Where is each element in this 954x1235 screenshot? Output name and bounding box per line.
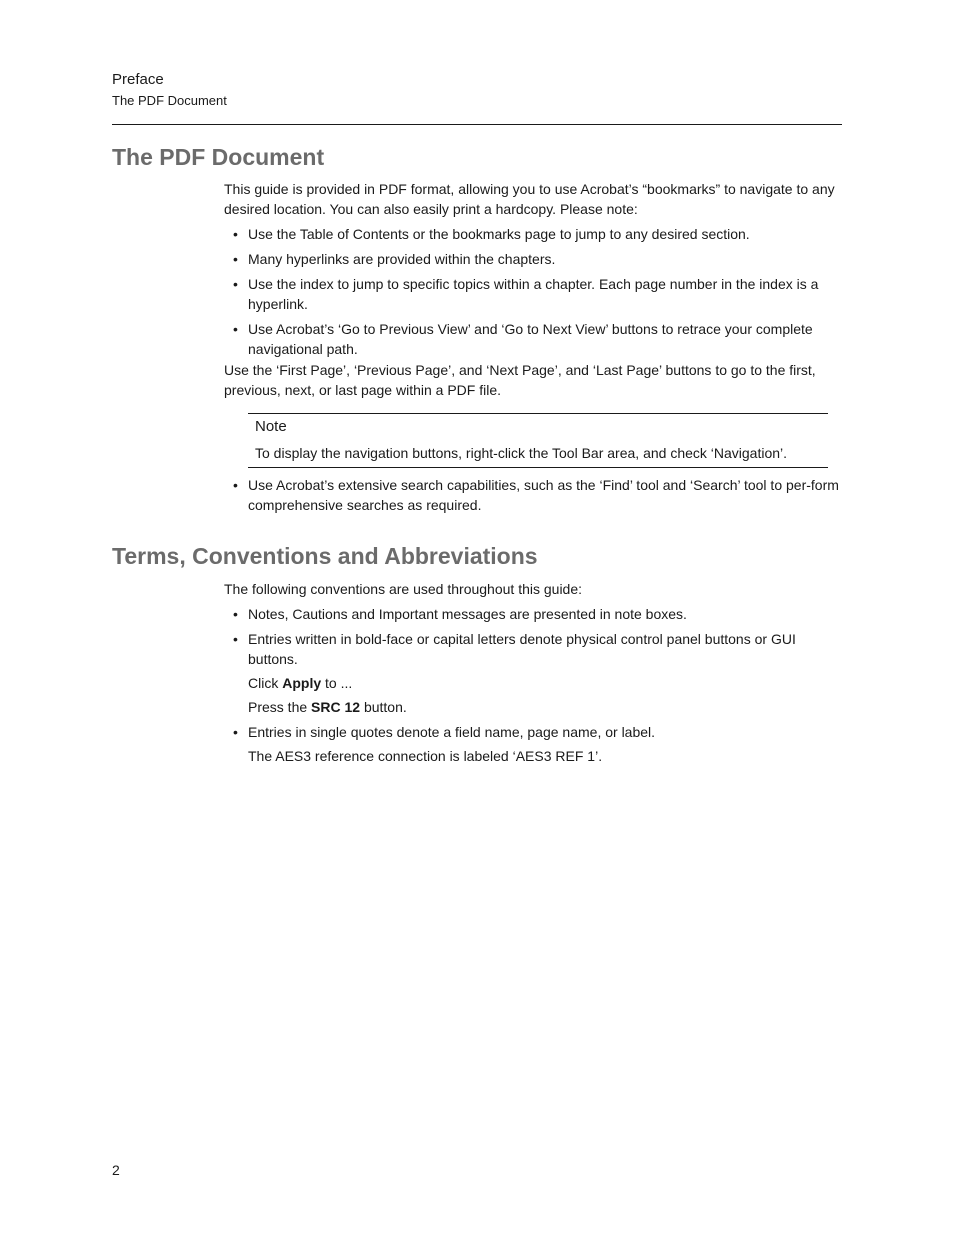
section-title-pdf-document: The PDF Document [112, 144, 325, 170]
list-item-text: Many hyperlinks are provided within the chapters. [248, 251, 556, 267]
list-item [224, 319, 844, 359]
list-item [224, 629, 844, 717]
example-aes3-label: The AES3 reference connection is labeled ‘AES3 REF 1’. [248, 748, 603, 764]
bullet-icon: • [233, 276, 238, 292]
list-item-text: Notes, Cautions and Important messages are presented in note boxes. [248, 606, 687, 622]
list-item [224, 224, 844, 244]
pdf-intro-paragraph: This guide is provided in PDF format, allowing you to use Acrobat’s “bookmarks” to navigate to any desired location. You can also easily print a hardcopy. Please note: [224, 181, 835, 217]
list-item-text: Use Acrobat’s ‘Go to Previous View’ and ‘Go to Next View’ buttons to retrace your complete navigational path. [248, 321, 813, 357]
list-item [224, 604, 844, 624]
note-title: Note [255, 418, 287, 435]
note-box [248, 413, 828, 468]
bullet-icon: • [233, 251, 238, 267]
section-title-terms: Terms, Conventions and Abbreviations [112, 543, 538, 569]
list-item-text: Use Acrobat’s extensive search capabilities, such as the ‘Find’ tool and ‘Search’ tool to per-form comprehensive searches as required. [248, 477, 839, 513]
bullet-icon: • [233, 606, 238, 622]
list-item-text: Use the Table of Contents or the bookmarks page to jump to any desired section. [248, 226, 750, 242]
pdf-search-bullet [224, 475, 844, 520]
list-item [224, 249, 844, 269]
pdf-after-bullets-paragraph: Use the ‘First Page’, ‘Previous Page’, and ‘Next Page’, and ‘Last Page’ buttons to go to the first, previous, next, or last page within a PDF file. [224, 362, 816, 398]
terms-bullet-list [224, 604, 844, 771]
src12-button-ref: SRC 12 [311, 699, 361, 715]
list-item [224, 274, 844, 314]
apply-button-ref: Apply [282, 675, 322, 691]
terms-intro-paragraph: The following conventions are used throughout this guide: [224, 581, 583, 597]
list-item [224, 475, 844, 515]
list-item-text: Entries written in bold-face or capital letters denote physical control panel buttons or GUI buttons. [248, 631, 796, 667]
note-text: To display the navigation buttons, right-click the Tool Bar area, and check ‘Navigation’. [255, 445, 788, 461]
header-divider [112, 124, 842, 125]
pdf-bullet-list [224, 224, 844, 364]
running-header-section: The PDF Document [112, 93, 227, 108]
bullet-icon: • [233, 724, 238, 740]
bullet-icon: • [233, 321, 238, 337]
page-number: 2 [112, 1162, 120, 1178]
list-item [224, 722, 844, 766]
example-press-src12: Press the SRC 12 button. [248, 699, 407, 715]
bullet-icon: • [233, 226, 238, 242]
list-item-text: Use the index to jump to specific topics within a chapter. Each page number in the index is a hyperlink. [248, 276, 819, 312]
running-header-chapter: Preface [112, 71, 164, 88]
bullet-icon: • [233, 631, 238, 647]
bullet-icon: • [233, 477, 238, 493]
example-click-apply: Click Apply to ... [248, 675, 353, 691]
list-item-text: Entries in single quotes denote a field name, page name, or label. [248, 724, 656, 740]
